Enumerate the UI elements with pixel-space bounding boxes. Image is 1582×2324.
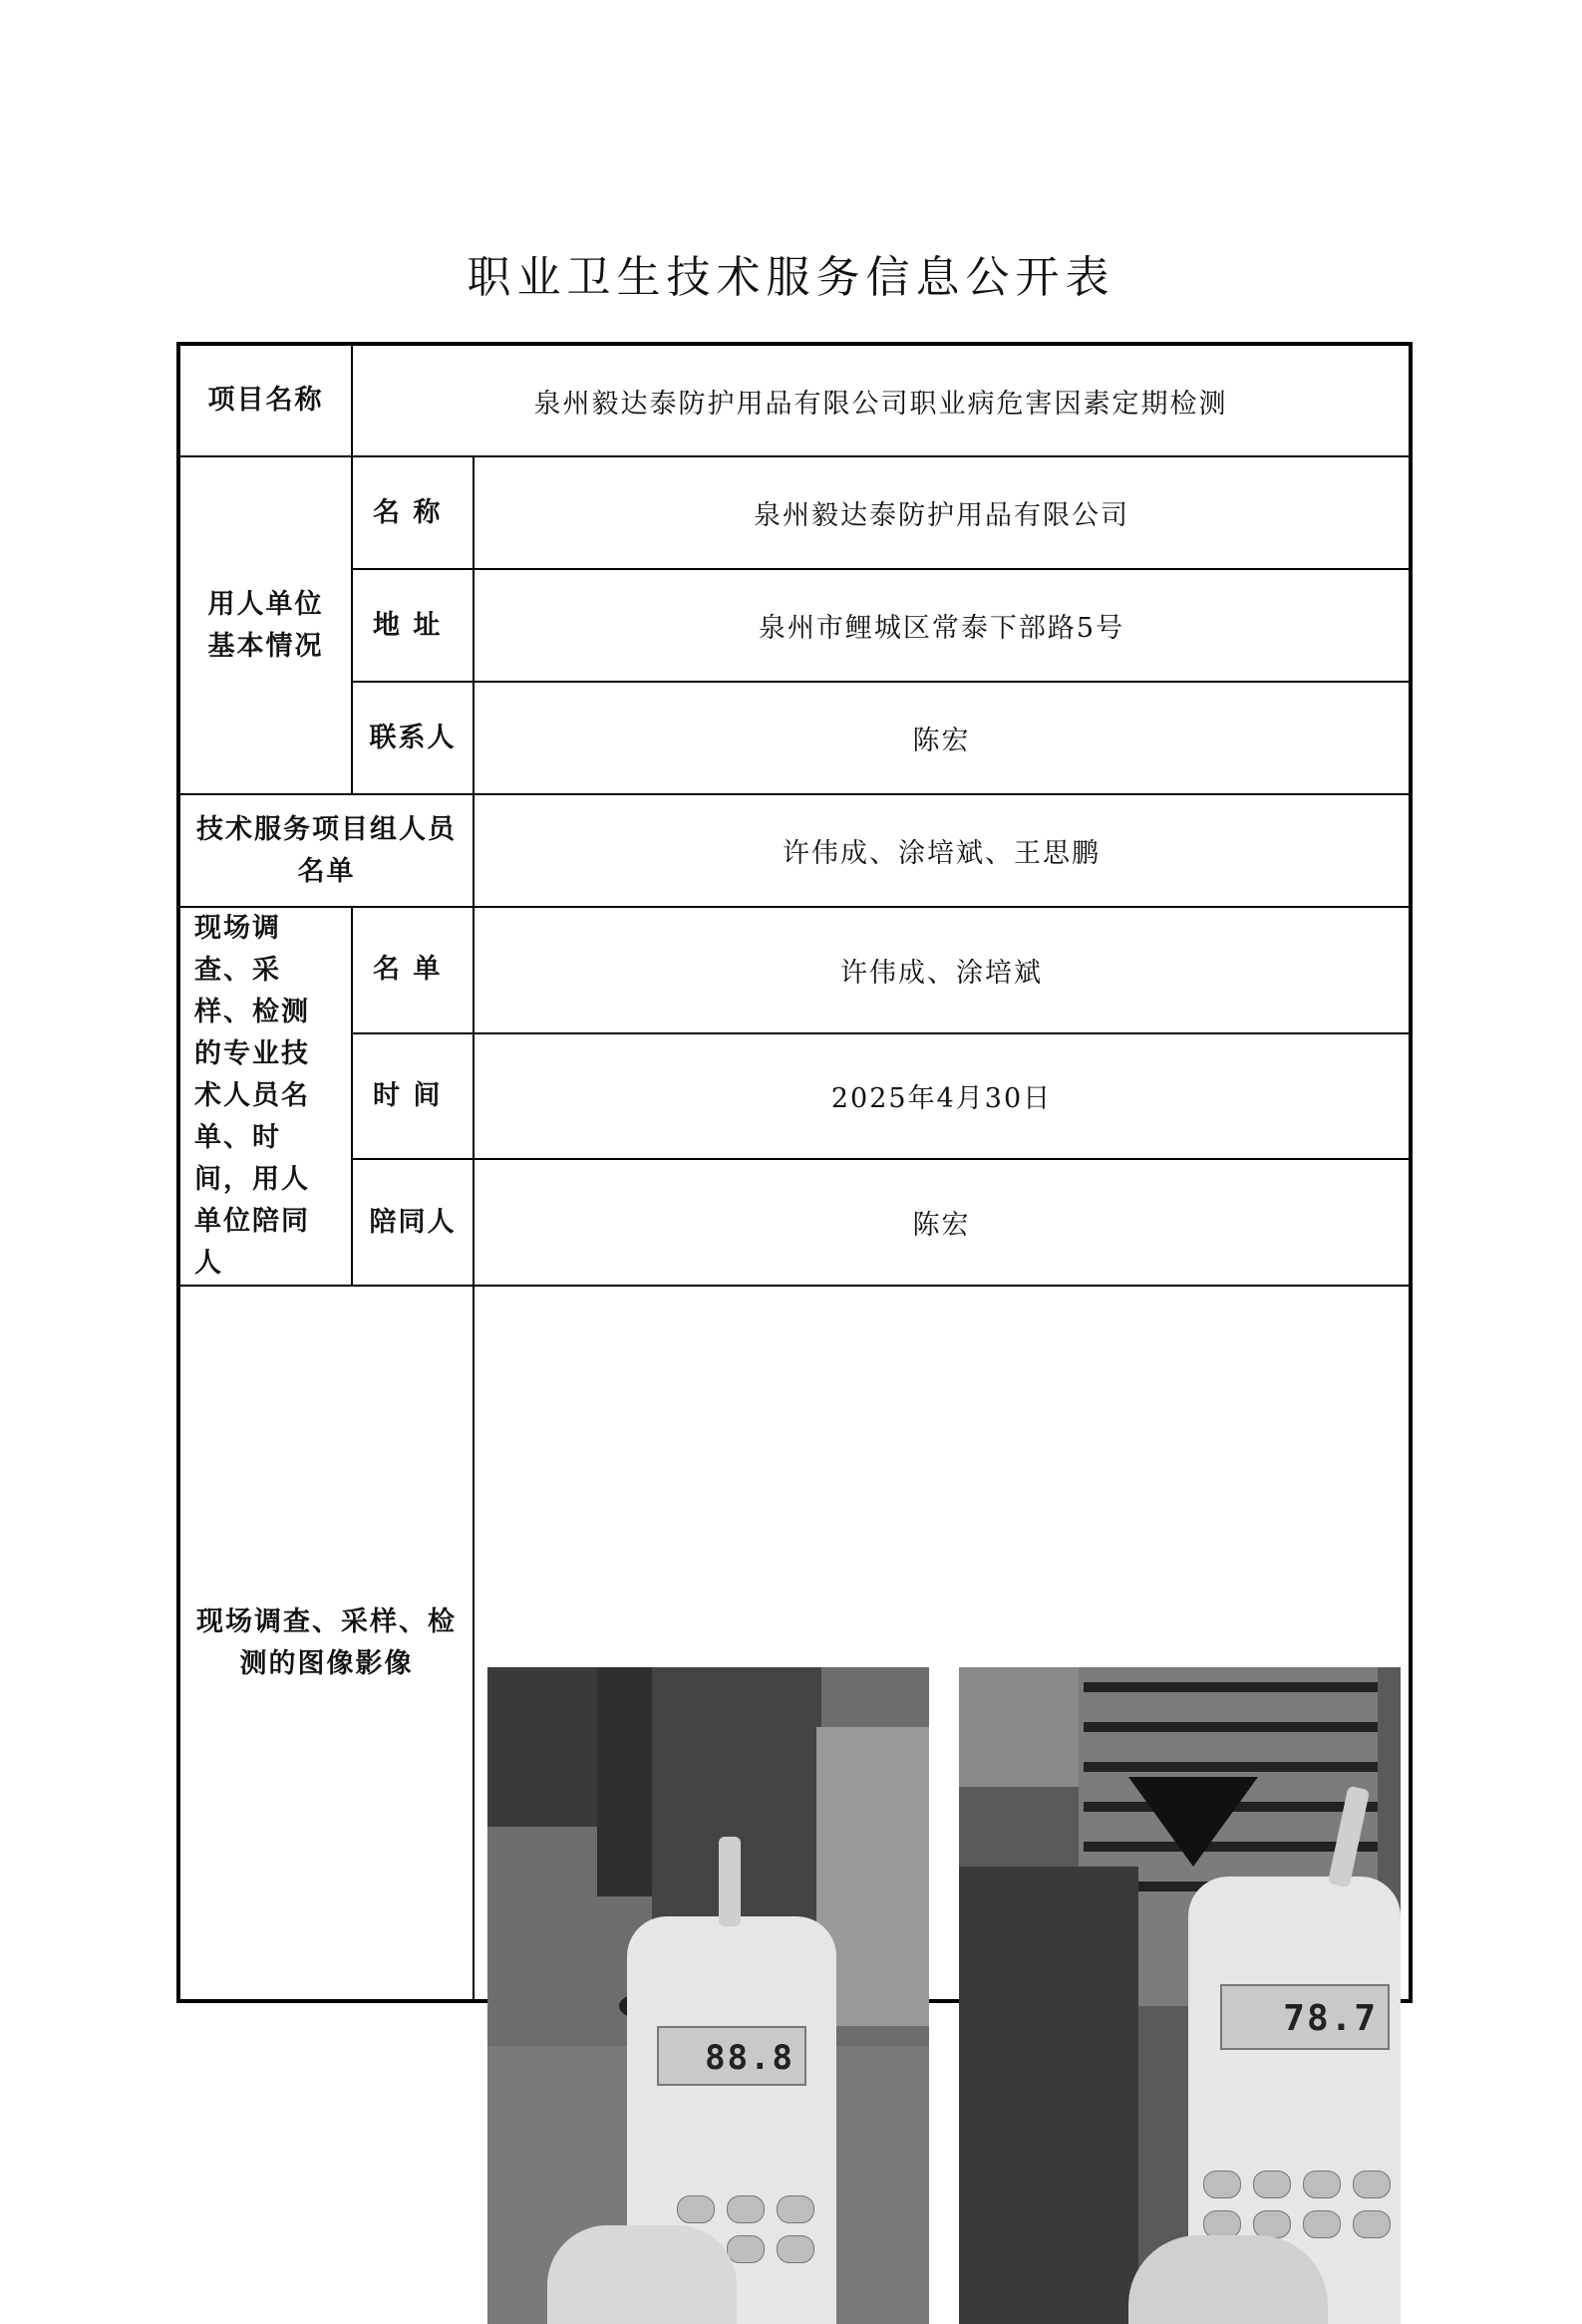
- images-label-text: 现场调查、采样、检测的图像影像: [196, 1605, 457, 1679]
- site-photo-2: [959, 1667, 1401, 2324]
- meter-1-button: [777, 2195, 814, 2223]
- hand-2: [1128, 2235, 1328, 2324]
- employer-address-value: 泉州市鲤城区常泰下部路5号: [474, 569, 1411, 682]
- row-employer-name: [178, 456, 1411, 569]
- images-label: [178, 1286, 474, 2001]
- team-label-text: 技术服务项目组人员名单: [196, 813, 457, 887]
- onsite-list-label: 名 单: [352, 907, 474, 1033]
- meter-2-button: [1353, 2210, 1391, 2238]
- row-onsite-escort: [178, 1159, 1411, 1286]
- meter-1-button: [727, 2195, 765, 2223]
- meter-2-button: [1353, 2171, 1391, 2198]
- hand-1: [547, 2225, 737, 2324]
- employer-contact-value: 陈宏: [474, 682, 1411, 794]
- onsite-escort-value: 陈宏: [474, 1159, 1411, 1286]
- meter-2-button: [1253, 2210, 1291, 2238]
- meter-1-microphone: [719, 1837, 741, 1926]
- onsite-escort-label: 陪同人: [352, 1159, 474, 1286]
- site-photo-1: [487, 1667, 929, 2324]
- project-name-value: 泉州毅达泰防护用品有限公司职业病危害因素定期检测: [352, 344, 1411, 456]
- employer-address-label: 地 址: [352, 569, 474, 682]
- meter-2-screen: 78.7: [1220, 1984, 1390, 2050]
- row-employer-contact: [178, 682, 1411, 794]
- meter-2-button: [1303, 2210, 1341, 2238]
- meter-1-screen: 88.8: [657, 2026, 806, 2086]
- meter-1-button: [777, 2235, 814, 2263]
- team-value: 许伟成、涂培斌、王思鹏: [474, 794, 1411, 907]
- row-project-name: [178, 344, 1411, 456]
- info-table: [176, 342, 1413, 2078]
- images-cell: [474, 1286, 1411, 2078]
- meter-2-button: [1303, 2171, 1341, 2198]
- onsite-label-text: 现场调查、采样、检测的专业技术人员名单、时间，用人单位陪同人: [194, 913, 310, 1279]
- employer-name-value: 泉州毅达泰防护用品有限公司: [474, 456, 1411, 569]
- meter-1-button: [727, 2235, 765, 2263]
- employer-label: [178, 456, 352, 794]
- page-title: 职业卫生技术服务信息公开表: [467, 252, 1115, 303]
- row-images: [178, 1286, 1411, 2001]
- employer-contact-label: 联系人: [352, 682, 474, 794]
- onsite-time-label: 时 间: [352, 1033, 474, 1160]
- row-onsite-time: [178, 1033, 1411, 1160]
- onsite-label: [178, 907, 352, 1286]
- project-name-label: 项目名称: [178, 344, 352, 456]
- meter-1-button: [677, 2195, 715, 2223]
- meter-2-button: [1203, 2210, 1241, 2238]
- team-label: [178, 794, 474, 907]
- row-team: [178, 794, 1411, 907]
- onsite-list-value: 许伟成、涂培斌: [474, 907, 1411, 1033]
- onsite-time-value: 2025年4月30日: [474, 1033, 1411, 1160]
- meter-2-button: [1253, 2171, 1291, 2198]
- employer-label-text: 用人单位基本情况: [207, 588, 324, 662]
- employer-name-label: 名 称: [352, 456, 474, 569]
- meter-2-button: [1203, 2171, 1241, 2198]
- row-employer-address: [178, 569, 1411, 682]
- row-onsite-list: [178, 907, 1411, 1033]
